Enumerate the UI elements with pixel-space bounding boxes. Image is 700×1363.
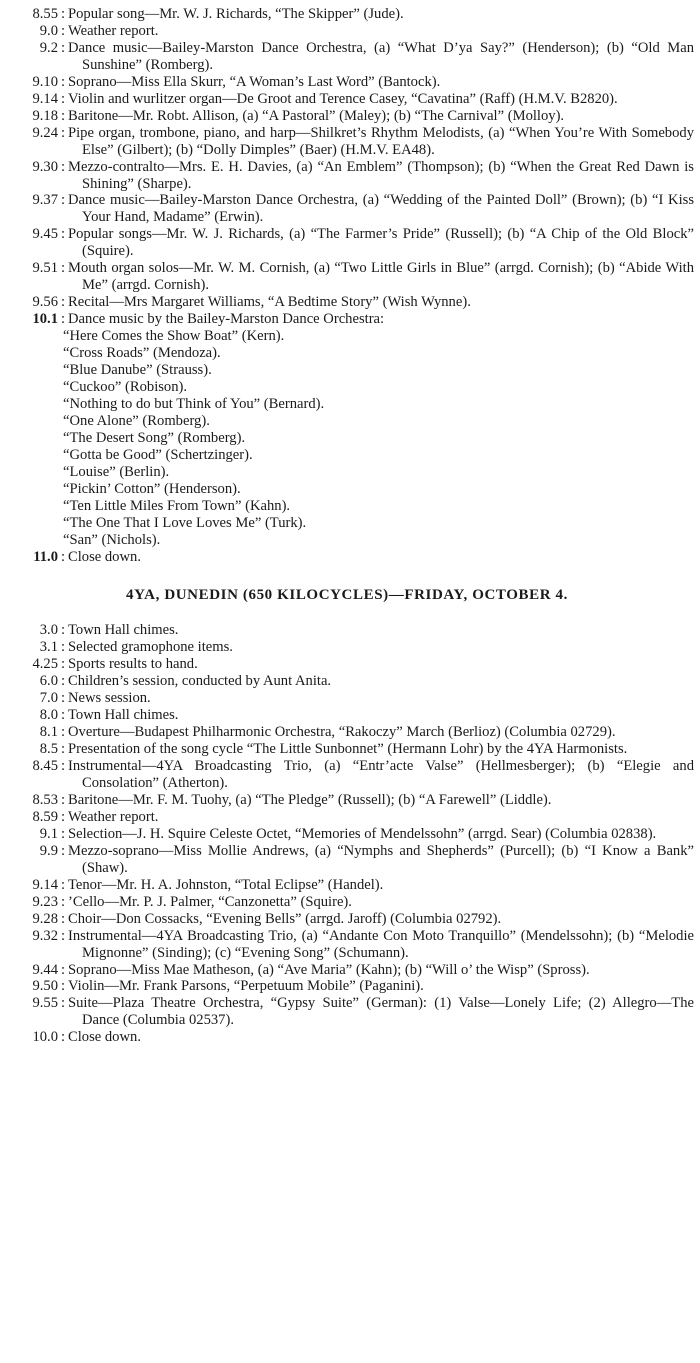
dance-item: “Gotta be Good” (Schertzinger). [63,446,253,463]
entry-text: Dance music—Bailey-Marston Dance Orchestra, (a) “Wedding of the Painted Doll” (Brown); (b) “I Kiss Your Hand, Madame” (Erwin). [68,192,694,226]
time-separator: : [60,158,66,175]
programme-entry [0,192,694,226]
entry-time: 9.14 [32,876,58,893]
entry-text: Instrumental—4YA Broadcasting Trio, (a) “Entr’acte Valse” (Hellmesberger); (b) “Elegie and Consolation” (Atherton). [68,758,694,792]
entry-time: 8.5 [39,741,58,758]
entry-time: 9.44 [32,961,58,978]
entry-time: 4.25 [32,656,58,673]
entry-time: 10.1 [32,311,58,328]
programme-entry [0,639,694,656]
entry-text: Suite—Plaza Theatre Orchestra, “Gypsy Suite” (German): (1) Valse—Lonely Life; (2) Allegro—The Dance (Columbia 02537). [68,995,694,1029]
entry-text: Choir—Don Cossacks, “Evening Bells” (arrgd. Jaroff) (Columbia 02792). [68,910,502,927]
entry-text: Soprano—Miss Mae Matheson, (a) “Ave Maria” (Kahn); (b) “Will o’ the Wisp” (Spross). [68,961,590,978]
entry-time: 8.59 [32,808,58,825]
programme-entry [0,911,694,928]
dance-item: “Nothing to do but Think of You” (Bernard). [63,395,325,412]
programme-entry [0,962,694,979]
programme-entry [0,978,694,995]
entry-time: 8.1 [39,724,58,741]
programme-entry [0,6,694,23]
time-separator: : [60,107,66,124]
dance-item: “Ten Little Miles From Town” (Kahn). [63,497,291,514]
entry-text: Dance music by the Bailey-Marston Dance Orchestra: [68,311,385,328]
time-separator: : [60,910,66,927]
entry-text: Dance music—Bailey-Marston Dance Orchestra, (a) “What D’ya Say?” (Henderson); (b) “Old Man Sunshine” (Romberg). [68,39,694,73]
time-separator: : [60,90,66,107]
time-separator: : [60,673,66,690]
entry-time: 9.55 [32,995,58,1012]
entry-time: 9.28 [32,910,58,927]
entry-time: 8.0 [39,707,58,724]
time-separator: : [60,639,66,656]
entry-time: 9.50 [32,978,58,995]
entry-text: Pipe organ, trombone, piano, and harp—Shilkret’s Rhythm Melodists, (a) “When You’re With Somebody Else” (Gilbert); (b) “Dolly Dimples” (Baer) (H.M.V. EA48). [68,124,694,158]
programme-entry [0,758,694,792]
programme-entry [0,894,694,911]
entry-text: Weather report. [68,22,159,39]
time-separator: : [60,690,66,707]
entry-time: 11.0 [33,548,58,565]
programme-entry [0,74,694,91]
entry-text: Presentation of the song cycle “The Little Sunbonnet” (Hermann Lohr) by the 4YA Harmonists. [68,741,628,758]
time-separator: : [60,707,66,724]
time-separator: : [60,741,66,758]
time-separator: : [60,724,66,741]
dance-item: “Pickin’ Cotton” (Henderson). [63,480,241,497]
entry-text: Close down. [68,548,141,565]
programme-entry [0,40,694,74]
entry-text: Violin—Mr. Frank Parsons, “Perpetuum Mobile” (Paganini). [68,978,424,995]
programme-entry [0,690,694,707]
programme-entry [0,826,694,843]
time-separator: : [60,22,66,39]
entry-time: 9.30 [32,158,58,175]
programme-entry [0,995,694,1029]
entry-time: 9.9 [39,842,58,859]
entry-time: 3.1 [39,639,58,656]
time-separator: : [60,842,66,859]
entry-time: 8.55 [32,6,58,22]
time-separator: : [60,825,66,842]
time-separator: : [60,893,66,910]
programme-entry [0,809,694,826]
entry-text: Baritone—Mr. Robt. Allison, (a) “A Pastoral” (Maley); (b) “The Carnival” (Molloy). [68,107,565,124]
time-separator: : [60,39,66,56]
dance-item: “San” (Nichols). [63,531,161,548]
entry-time: 9.10 [32,73,58,90]
time-separator: : [60,226,66,243]
programme-entry [0,159,694,193]
entry-text: Mezzo-soprano—Miss Mollie Andrews, (a) “Nymphs and Shepherds” (Purcell); (b) “I Know a Bank” (Shaw). [68,842,694,876]
entry-time: 9.18 [32,107,58,124]
programme-entry [0,792,694,809]
time-separator: : [60,294,66,311]
entry-text: Recital—Mrs Margaret Williams, “A Bedtime Story” (Wish Wynne). [68,294,471,311]
entry-time: 9.45 [32,226,58,243]
time-separator: : [60,622,66,639]
station-heading: 4YA, DUNEDIN (650 KILOCYCLES)—FRIDAY, OCTOBER 4. [126,587,568,604]
entry-text: Children’s session, conducted by Aunt Anita. [68,673,332,690]
programme-entry [0,843,694,877]
time-separator: : [60,1029,66,1046]
time-separator: : [60,656,66,673]
time-separator: : [60,876,66,893]
programme-section-continued [0,6,694,328]
entry-text: Overture—Budapest Philharmonic Orchestra, “Rakoczy” March (Berlioz) (Columbia 02729). [68,724,616,741]
entry-text: Popular songs—Mr. W. J. Richards, (a) “The Farmer’s Pride” (Russell); (b) “A Chip of the Old Block” (Squire). [68,226,694,260]
programme-entry [0,226,694,260]
time-separator: : [60,995,66,1012]
programme-entry [0,707,694,724]
time-separator: : [60,311,66,328]
programme-entry [0,125,694,159]
entry-text: Soprano—Miss Ella Skurr, “A Woman’s Last Word” (Bantock). [68,73,441,90]
entry-time: 7.0 [39,690,58,707]
programme-entry [0,91,694,108]
time-separator: : [60,791,66,808]
time-separator: : [60,192,66,209]
entry-text: Baritone—Mr. F. M. Tuohy, (a) “The Pledge” (Russell); (b) “A Farewell” (Liddle). [68,791,552,808]
entry-time: 9.56 [32,294,58,311]
entry-text: Mezzo-contralto—Mrs. E. H. Davies, (a) “An Emblem” (Thompson); (b) “When the Great Red Dawn is Shining” (Sharpe). [68,158,694,192]
dance-item: “Cross Roads” (Mendoza). [63,345,221,362]
entry-time: 3.0 [39,622,58,639]
dance-item: “The One That I Love Loves Me” (Turk). [63,514,307,531]
entry-time: 9.2 [39,39,58,56]
entry-time: 10.0 [32,1029,58,1046]
entry-text: Mouth organ solos—Mr. W. M. Cornish, (a) “Two Little Girls in Blue” (arrgd. Cornish); (b) “Abide With Me” (arrgd. Cornish). [68,260,694,294]
entry-time: 9.14 [32,90,58,107]
time-separator: : [60,73,66,90]
entry-text: Close down. [68,1029,141,1046]
entry-time: 9.32 [32,927,58,944]
programme-entry [0,622,694,639]
dance-item: “The Desert Song” (Romberg). [63,429,246,446]
entry-text: Town Hall chimes. [68,707,179,724]
time-separator: : [60,927,66,944]
entry-text: Selected gramophone items. [68,639,233,656]
programme-entry [0,928,694,962]
dance-item: “Louise” (Berlin). [63,463,170,480]
entry-text: Weather report. [68,808,159,825]
dance-item: “Here Comes the Show Boat” (Kern). [63,328,285,345]
time-separator: : [60,758,66,775]
entry-text: Violin and wurlitzer organ—De Groot and Terence Casey, “Cavatina” (Raff) (H.M.V. B2820). [68,90,618,107]
entry-text: Town Hall chimes. [68,622,179,639]
programme-entry [0,23,694,40]
programme-entry [0,673,694,690]
programme-entry [0,877,694,894]
entry-time: 9.0 [39,22,58,39]
entry-time: 9.1 [39,825,58,842]
entry-text: Sports results to hand. [68,656,198,673]
dance-item: “Cuckoo” (Robison). [63,378,188,395]
time-separator: : [60,961,66,978]
programme-entry [0,108,694,125]
programme-entry [0,294,694,311]
station-4ya-programme [0,622,694,1046]
entry-text: Tenor—Mr. H. A. Johnston, “Total Eclipse” (Handel). [68,876,384,893]
programme-entry [0,656,694,673]
entry-time: 6.0 [39,673,58,690]
time-separator: : [60,124,66,141]
programme-entry [0,724,694,741]
entry-text: Popular song—Mr. W. J. Richards, “The Skipper” (Jude). [68,6,404,22]
dance-item: “Blue Danube” (Strauss). [63,362,212,379]
time-separator: : [60,808,66,825]
time-separator: : [60,548,66,565]
programme-entry [0,311,694,328]
time-separator: : [60,260,66,277]
time-separator: : [60,978,66,995]
entry-time: 9.37 [32,192,58,209]
entry-time: 9.51 [32,260,58,277]
dance-item: “One Alone” (Romberg). [63,412,210,429]
entry-time: 9.23 [32,893,58,910]
entry-text: ’Cello—Mr. P. J. Palmer, “Canzonetta” (Squire). [68,893,352,910]
programme-entry [0,741,694,758]
entry-text: Instrumental—4YA Broadcasting Trio, (a) “Andante Con Moto Tranquillo” (Mendelssohn); (b) “Melodie Mignonne” (Sinding); (c) “Evening Song” (Schumann). [68,927,694,961]
programme-entry [0,260,694,294]
dance-music-list [0,328,694,548]
programme-entry [0,1029,694,1046]
entry-text: News session. [68,690,151,707]
close-down-entry [0,549,694,566]
entry-time: 8.45 [32,758,58,775]
entry-text: Selection—J. H. Squire Celeste Octet, “Memories of Mendelssohn” (arrgd. Sear) (Columbia 02838). [68,825,657,842]
time-separator: : [60,6,66,22]
entry-time: 9.24 [32,124,58,141]
programme-entry [0,549,694,566]
radio-programme-page [0,6,694,1046]
entry-time: 8.53 [32,791,58,808]
